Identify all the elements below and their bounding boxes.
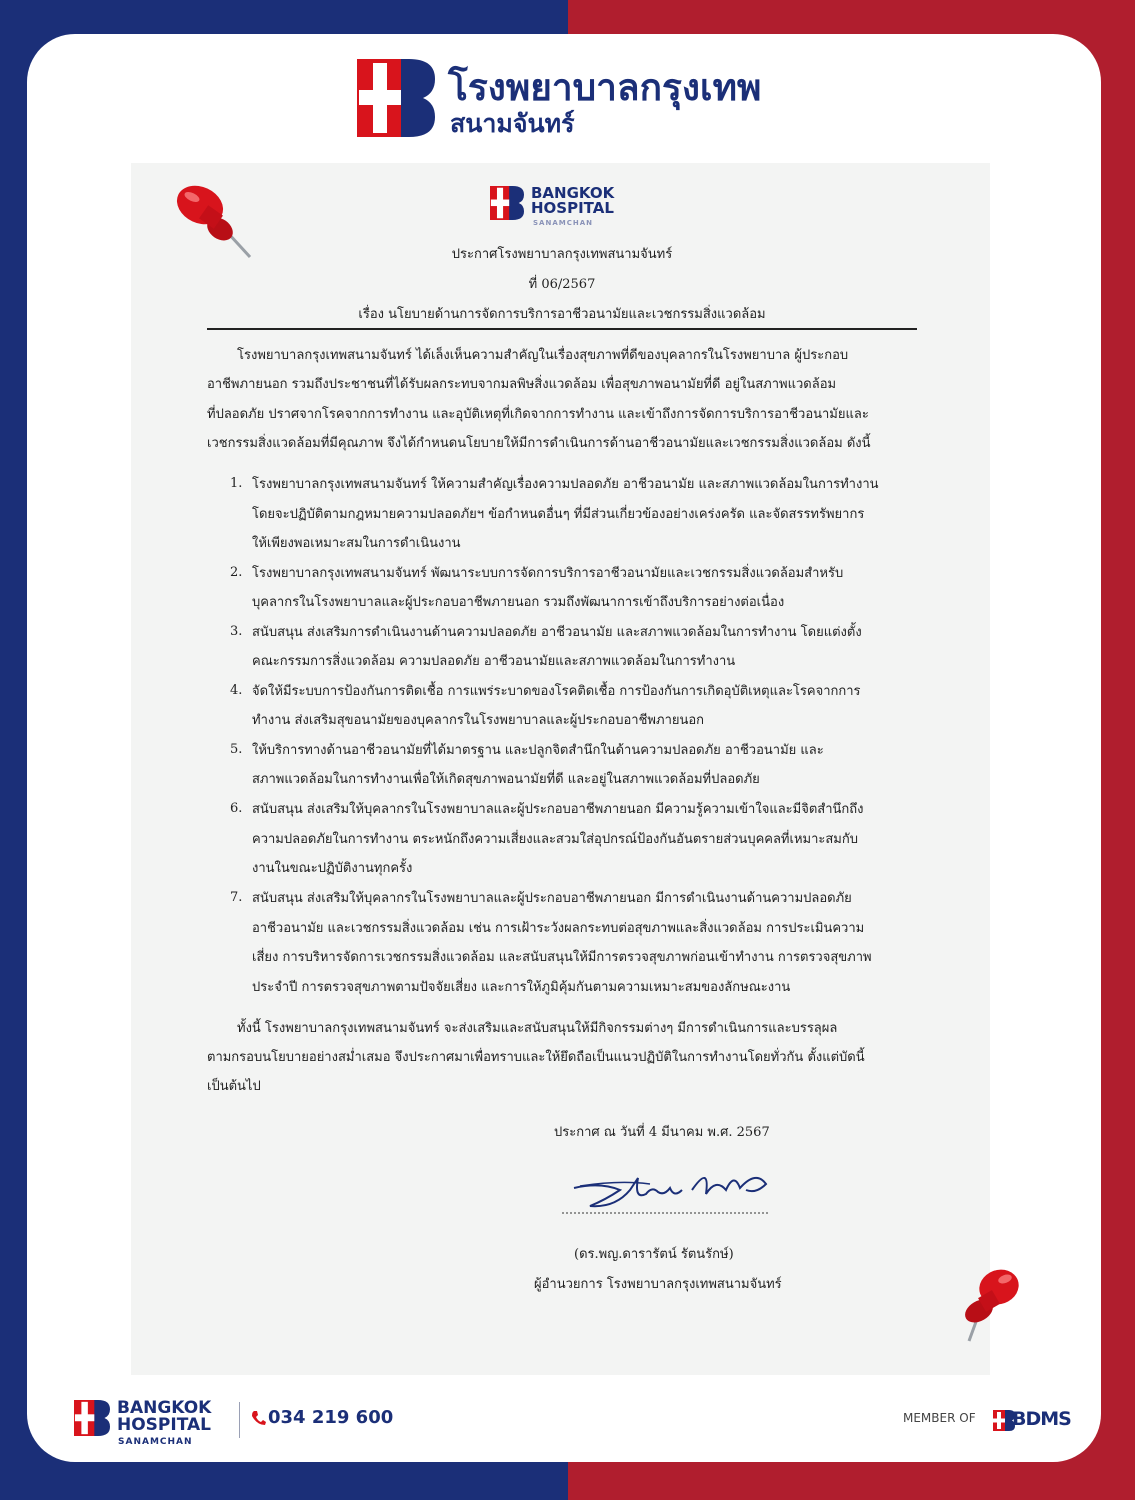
policy-item-number: 2. (230, 565, 243, 580)
policy-item-line: ความปลอดภัยในการทำงาน ตระหนักถึงความเสี่ยงและสวมใส่อุปกรณ์ป้องกันอันตรายส่วนบุคคลที่เหมาะสมกับ (252, 832, 858, 847)
document-brand-line2: HOSPITAL (531, 199, 614, 217)
policy-item-line: บุคลากรในโรงพยาบาลและผู้ประกอบอาชีพภายนอก รวมถึงพัฒนาการเข้าถึงบริการอย่างต่อเนื่อง (252, 595, 785, 610)
pushpin-icon (955, 1265, 1025, 1345)
signer-title: ผู้อำนวยการ โรงพยาบาลกรุงเทพสนามจันทร์ (534, 1277, 782, 1292)
intro-line: โรงพยาบาลกรุงเทพสนามจันทร์ ได้เล็งเห็นความสำคัญในเรื่องสุขภาพที่ดีของบุคลากรในโรงพยาบาล ผู้ประกอบ (237, 348, 849, 363)
policy-item-line: สนับสนุน ส่งเสริมการดำเนินงานด้านความปลอดภัย อาชีวอนามัย และสภาพแวดล้อมในการทำงาน โดยแต่งตั้ง (252, 625, 862, 640)
policy-item-line: สนับสนุน ส่งเสริมให้บุคลากรในโรงพยาบาลและผู้ประกอบอาชีพภายนอก มีความรู้ความเข้าใจและมีจิตสำนึกถึง (252, 802, 864, 817)
policy-item-line: ประจำปี การตรวจสุขภาพตามปัจจัยเสี่ยง และการให้ภูมิคุ้มกันตามความเหมาะสมของลักษณะงาน (252, 980, 791, 995)
policy-item-line: โดยจะปฏิบัติตามกฎหมายความปลอดภัยฯ ข้อกำหนดอื่นๆ ที่มีส่วนเกี่ยวข้องอย่างเคร่งครัด และจัดสรรทรัพยากร (252, 507, 865, 522)
signature (560, 1160, 780, 1230)
policy-item-line: เสี่ยง การบริหารจัดการเวชกรรมสิ่งแวดล้อม และสนับสนุนให้มีการตรวจสุขภาพก่อนเข้าทำงาน การตรวจสุขภาพ (252, 950, 872, 965)
intro-line: ที่ปลอดภัย ปราศจากโรคจากการทำงาน และอุบัติเหตุที่เกิดจากการทำงาน และเข้าถึงการจัดการบริการอาชีวอนามัยและ (207, 407, 869, 422)
intro-line: อาชีพภายนอก รวมถึงประชาชนที่ได้รับผลกระทบจากมลพิษสิ่งแวดล้อม เพื่อสุขภาพอนามัยที่ดี อยู่ในสภาพแวดล้อม (207, 377, 837, 392)
footer-divider (239, 1402, 240, 1438)
closing-line: ทั้งนี้ โรงพยาบาลกรุงเทพสนามจันทร์ จะส่งเสริมและสนับสนุนให้มีกิจกรรมต่างๆ มีการดำเนินการและบรรลุผล (237, 1021, 838, 1036)
closing-line: เป็นต้นไป (207, 1079, 261, 1094)
document-brand (531, 186, 614, 216)
policy-item-line: สภาพแวดล้อมในการทำงานเพื่อให้เกิดสุขภาพอนามัยที่ดี และอยู่ในสภาพแวดล้อมที่ปลอดภัย (252, 772, 760, 787)
pushpin-icon (170, 183, 260, 263)
policy-item-number: 6. (230, 801, 243, 816)
policy-item-number: 7. (230, 890, 243, 905)
footer-brand-line2: HOSPITAL (117, 1415, 211, 1435)
footer-brand (117, 1400, 211, 1434)
policy-item-line: อาชีวอนามัย และเวชกรรมสิ่งแวดล้อม เช่น การเฝ้าระวังผลกระทบต่อสุขภาพและสิ่งแวดล้อม การประเมินความ (252, 921, 865, 936)
policy-item-line: สนับสนุน ส่งเสริมให้บุคลากรในโรงพยาบาลและผู้ประกอบอาชีพภายนอก มีการดำเนินงานด้านความปลอดภัย (252, 891, 852, 906)
policy-item-number: 3. (230, 624, 243, 639)
policy-item-line: ทำงาน ส่งเสริมสุขอนามัยของบุคลากรในโรงพยาบาลและผู้ประกอบอาชีพภายนอก (252, 713, 705, 728)
signer-name: (ดร.พญ.ดารารัตน์ รัตนรักษ์) (574, 1247, 734, 1262)
closing-line: ตามกรอบนโยบายอย่างสม่ำเสมอ จึงประกาศมาเพื่อทราบและให้ยึดถือเป็นแนวปฏิบัติในการทำงานโดยทั่วกัน ตั้งแต่บัดนี้ (207, 1050, 865, 1065)
bangkok-hospital-logo-icon (73, 1400, 111, 1436)
announcement-title: ประกาศโรงพยาบาลกรุงเทพสนามจันทร์ (451, 247, 673, 262)
announcement-number: ที่ 06/2567 (528, 277, 596, 292)
header-subtitle: สนามจันทร์ (450, 109, 575, 138)
policy-item-line: ให้บริการทางด้านอาชีวอนามัยที่ได้มาตรฐาน และปลูกจิตสำนึกในด้านความปลอดภัย อาชีวอนามัย และ (252, 743, 824, 758)
policy-item-number: 1. (230, 476, 243, 491)
announcement-date: ประกาศ ณ วันที่ 4 มีนาคม พ.ศ. 2567 (554, 1125, 770, 1140)
footer-member-brand: BDMS (1012, 1408, 1071, 1430)
bangkok-hospital-logo-icon (357, 59, 435, 137)
policy-item-number: 4. (230, 683, 243, 698)
footer-brand-line1: BANGKOK (117, 1398, 212, 1418)
document-brand-line1: BANGKOK (531, 184, 615, 202)
phone-icon (251, 1410, 266, 1426)
policy-item-line: จัดให้มีระบบการป้องกันการติดเชื้อ การแพร่ระบาดของโรคติดเชื้อ การป้องกันการเกิดอุบัติเหตุและโรคจากการ (252, 684, 861, 699)
announcement-subject: เรื่อง นโยบายด้านการจัดการบริการอาชีวอนามัยและเวชกรรมสิ่งแวดล้อม (358, 307, 766, 322)
footer-phone[interactable]: 034 219 600 (268, 1407, 394, 1428)
policy-item-line: โรงพยาบาลกรุงเทพสนามจันทร์ พัฒนาระบบการจัดการบริการอาชีวอนามัยและเวชกรรมสิ่งแวดล้อมสำหรับ (252, 566, 844, 581)
header-title: โรงพยาบาลกรุงเทพ (448, 66, 762, 109)
intro-line: เวชกรรมสิ่งแวดล้อมที่มีคุณภาพ จึงได้กำหนดนโยบายให้มีการดำเนินการด้านอาชีวอนามัยและเวชกรรมสิ่งแวดล้อม ดังนี้ (207, 436, 871, 451)
policy-item-line: ให้เพียงพอเหมาะสมในการดำเนินงาน (252, 536, 461, 551)
footer-brand-sub: SANAMCHAN (118, 1437, 193, 1447)
policy-item-number: 5. (230, 742, 243, 757)
footer-member-label: MEMBER OF (903, 1411, 976, 1425)
policy-item-line: โรงพยาบาลกรุงเทพสนามจันทร์ ให้ความสำคัญเรื่องความปลอดภัย อาชีวอนามัย และสภาพแวดล้อมในการทำงาน (252, 477, 879, 492)
title-rule (207, 328, 917, 330)
bangkok-hospital-logo-icon (489, 186, 525, 220)
document-brand-sub: SANAMCHAN (533, 219, 593, 227)
policy-item-line: งานในขณะปฏิบัติงานทุกครั้ง (252, 861, 413, 876)
policy-item-line: คณะกรรมการสิ่งแวดล้อม ความปลอดภัย อาชีวอนามัยและสภาพแวดล้อมในการทำงาน (252, 654, 736, 669)
